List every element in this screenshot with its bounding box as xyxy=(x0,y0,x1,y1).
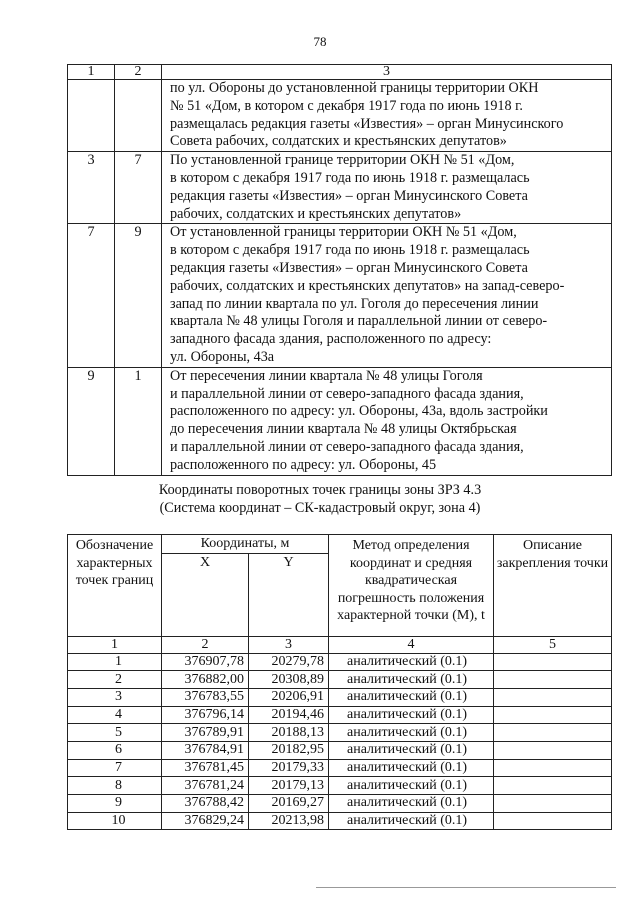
table-row xyxy=(68,724,612,742)
method-cell: аналитический (0.1) xyxy=(329,671,494,689)
column-number: 2 xyxy=(162,636,249,653)
y-coordinate-cell: 20179,13 xyxy=(249,777,329,795)
table-row xyxy=(68,759,612,777)
method-cell: аналитический (0.1) xyxy=(329,653,494,671)
x-coordinate-cell: 376784,91 xyxy=(162,741,249,759)
y-header: Y xyxy=(249,553,329,636)
description-cell xyxy=(494,653,612,671)
y-coordinate-cell: 20188,13 xyxy=(249,724,329,742)
column-number: 4 xyxy=(329,636,494,653)
caption-line: Координаты поворотных точек границы зоны ЗРЗ 4.3 xyxy=(158,482,482,498)
description-text: По установленной границе территории ОКН № 51 «Дом, в котором с декабря 1917 года по июнь 1918 г. размещалась редакция газеты «Известия» – орган Минусинского Совета рабочих, солдатских и крестьянских депутатов» xyxy=(170,152,530,222)
description-text: От пересечения линии квартала № 48 улицы Гоголя и параллельной линии от северо-западного фасада здания, расположенного по адресу: ул. Обороны, 43а, вдоль застройки до пересечения линии квартала № 48 улицы Октябрьская и параллельной линии от северо-западного фасада здания, расположенного по адресу: ул. Обороны, 45 xyxy=(170,367,548,473)
description-cell xyxy=(162,367,612,475)
table-row xyxy=(68,152,612,224)
divider xyxy=(316,887,616,888)
description-cell xyxy=(494,795,612,813)
description-cell xyxy=(162,152,612,224)
y-coordinate-cell: 20206,91 xyxy=(249,688,329,706)
table-row xyxy=(68,653,612,671)
coordinates-table xyxy=(67,534,612,830)
to-point-cell: 1 xyxy=(115,367,162,475)
point-number-cell: 3 xyxy=(68,688,162,706)
y-coordinate-cell: 20182,95 xyxy=(249,741,329,759)
y-coordinate-cell: 20179,33 xyxy=(249,759,329,777)
x-coordinate-cell: 376789,91 xyxy=(162,724,249,742)
x-coordinate-cell: 376788,42 xyxy=(162,795,249,813)
x-coordinate-cell: 376907,78 xyxy=(162,653,249,671)
point-number-cell: 10 xyxy=(68,812,162,830)
from-point-cell: 9 xyxy=(68,367,115,475)
coordinates-caption xyxy=(0,481,640,517)
table-row xyxy=(68,812,612,830)
y-coordinate-cell: 20279,78 xyxy=(249,653,329,671)
point-number-cell: 4 xyxy=(68,706,162,724)
column-number: 3 xyxy=(249,636,329,653)
table-row xyxy=(68,224,612,367)
x-coordinate-cell: 376781,45 xyxy=(162,759,249,777)
from-point-cell: 3 xyxy=(68,152,115,224)
method-cell: аналитический (0.1) xyxy=(329,759,494,777)
description-text: по ул. Обороны до установленной границы территории ОКН № 51 «Дом, в котором с декабря 1917 года по июнь 1918 г. размещалась редакция газеты «Известия» – орган Минусинского Совета рабочих, солдатских и крестьянских депутатов» xyxy=(170,80,564,150)
column-number: 5 xyxy=(494,636,612,653)
x-coordinate-cell: 376781,24 xyxy=(162,777,249,795)
x-coordinate-cell: 376882,00 xyxy=(162,671,249,689)
method-cell: аналитический (0.1) xyxy=(329,777,494,795)
table-row xyxy=(68,795,612,813)
description-cell xyxy=(162,224,612,367)
x-coordinate-cell: 376829,24 xyxy=(162,812,249,830)
description-cell xyxy=(494,671,612,689)
description-cell xyxy=(494,706,612,724)
description-header: Описание закрепления точки xyxy=(494,535,612,637)
from-point-cell: 7 xyxy=(68,224,115,367)
point-number-cell: 9 xyxy=(68,795,162,813)
coordinates-header: Координаты, м xyxy=(162,535,329,554)
y-coordinate-cell: 20169,27 xyxy=(249,795,329,813)
from-point-cell xyxy=(68,80,115,152)
point-number-cell: 5 xyxy=(68,724,162,742)
method-cell: аналитический (0.1) xyxy=(329,688,494,706)
point-number-cell: 8 xyxy=(68,777,162,795)
table-row xyxy=(68,706,612,724)
x-coordinate-cell: 376796,14 xyxy=(162,706,249,724)
y-coordinate-cell: 20194,46 xyxy=(249,706,329,724)
method-cell: аналитический (0.1) xyxy=(329,724,494,742)
x-header: X xyxy=(162,553,249,636)
table-header-row xyxy=(68,65,612,80)
description-cell xyxy=(494,759,612,777)
table-row xyxy=(68,777,612,795)
method-header: Метод определения координат и средняя квадратическая погрешность положения характерной точки (М), t xyxy=(329,535,494,637)
table-header-row xyxy=(68,535,612,554)
y-coordinate-cell: 20308,89 xyxy=(249,671,329,689)
description-cell xyxy=(162,80,612,152)
description-cell xyxy=(494,724,612,742)
caption-line: (Система координат – СК-кадастровый округ, зона 4) xyxy=(159,500,481,516)
point-number-cell: 1 xyxy=(68,653,162,671)
point-number-cell: 7 xyxy=(68,759,162,777)
to-point-cell: 7 xyxy=(115,152,162,224)
designation-header: Обозначение характерных точек границ xyxy=(68,535,162,637)
method-cell: аналитический (0.1) xyxy=(329,812,494,830)
description-cell xyxy=(494,812,612,830)
point-number-cell: 6 xyxy=(68,741,162,759)
to-point-cell: 9 xyxy=(115,224,162,367)
method-cell: аналитический (0.1) xyxy=(329,706,494,724)
header-cell: 1 xyxy=(68,65,115,80)
header-cell: 2 xyxy=(115,65,162,80)
to-point-cell xyxy=(115,80,162,152)
method-cell: аналитический (0.1) xyxy=(329,795,494,813)
description-cell xyxy=(494,777,612,795)
table-row xyxy=(68,367,612,475)
table-row xyxy=(68,688,612,706)
table-row xyxy=(68,671,612,689)
table-row xyxy=(68,80,612,152)
page-number: 78 xyxy=(313,34,327,49)
header-cell: 3 xyxy=(162,65,612,80)
description-cell xyxy=(494,741,612,759)
description-cell xyxy=(494,688,612,706)
method-cell: аналитический (0.1) xyxy=(329,741,494,759)
column-numbers-row xyxy=(68,636,612,653)
table-row xyxy=(68,741,612,759)
boundary-description-table xyxy=(67,64,612,476)
point-number-cell: 2 xyxy=(68,671,162,689)
y-coordinate-cell: 20213,98 xyxy=(249,812,329,830)
x-coordinate-cell: 376783,55 xyxy=(162,688,249,706)
description-text: От установленной границы территории ОКН № 51 «Дом, в котором с декабря 1917 года по июнь 1918 г. размещалась редакция газеты «Известия» – орган Минусинского Совета рабочих, солдатских и крестьянских депутатов» на запад-северо- запад по линии квартала по ул. Гоголя до пересечения линии квартала № 48 улицы Гоголя и параллельной линии от северо- западного фасада здания, расположенного по адресу: ул. Обороны, 43а xyxy=(170,224,565,365)
column-number: 1 xyxy=(68,636,162,653)
